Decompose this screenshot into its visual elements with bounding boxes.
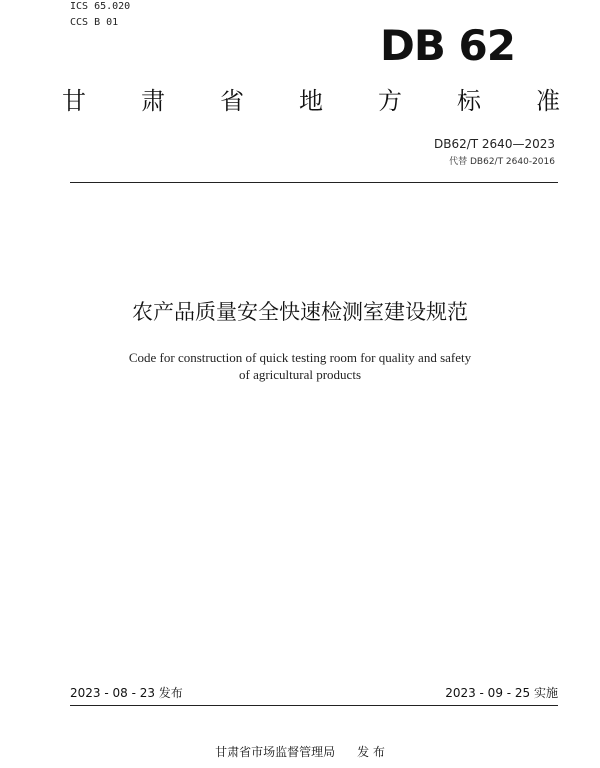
standard-type-char: 准 — [536, 87, 560, 115]
standard-type-heading — [62, 86, 560, 116]
title-english-line: Code for construction of quick testing room for quality and safety — [128, 350, 472, 365]
standard-type-char: 省 — [220, 87, 244, 115]
bottom-rule — [70, 705, 558, 706]
ics-code: ICS 65.020 — [70, 1, 131, 12]
db62-logo: DB 62 — [380, 21, 515, 70]
standard-type-char: 地 — [299, 87, 323, 115]
top-rule — [70, 182, 558, 183]
title-english — [0, 349, 600, 383]
issuer-action: 发 布 — [357, 745, 385, 759]
issuer-name: 甘肃省市场监督管理局 — [215, 745, 336, 759]
issuer — [0, 744, 600, 760]
standard-type-char: 甘 — [62, 87, 86, 115]
title-chinese: 农产品质量安全快速检测室建设规范 — [132, 300, 468, 324]
standard-type-char: 肃 — [141, 87, 165, 115]
title-english-line: of agricultural products — [238, 367, 361, 382]
issue-date: 2023 - 08 - 23 发布 — [70, 686, 183, 700]
implementation-date: 2023 - 09 - 25 实施 — [445, 686, 558, 700]
ccs-code: CCS B 01 — [70, 17, 119, 28]
replaces-note: 代替 DB62/T 2640-2016 — [449, 157, 555, 167]
standard-type-char: 方 — [378, 87, 402, 115]
standard-type-char: 标 — [457, 87, 481, 115]
standard-code: DB62/T 2640—2023 — [433, 137, 555, 151]
